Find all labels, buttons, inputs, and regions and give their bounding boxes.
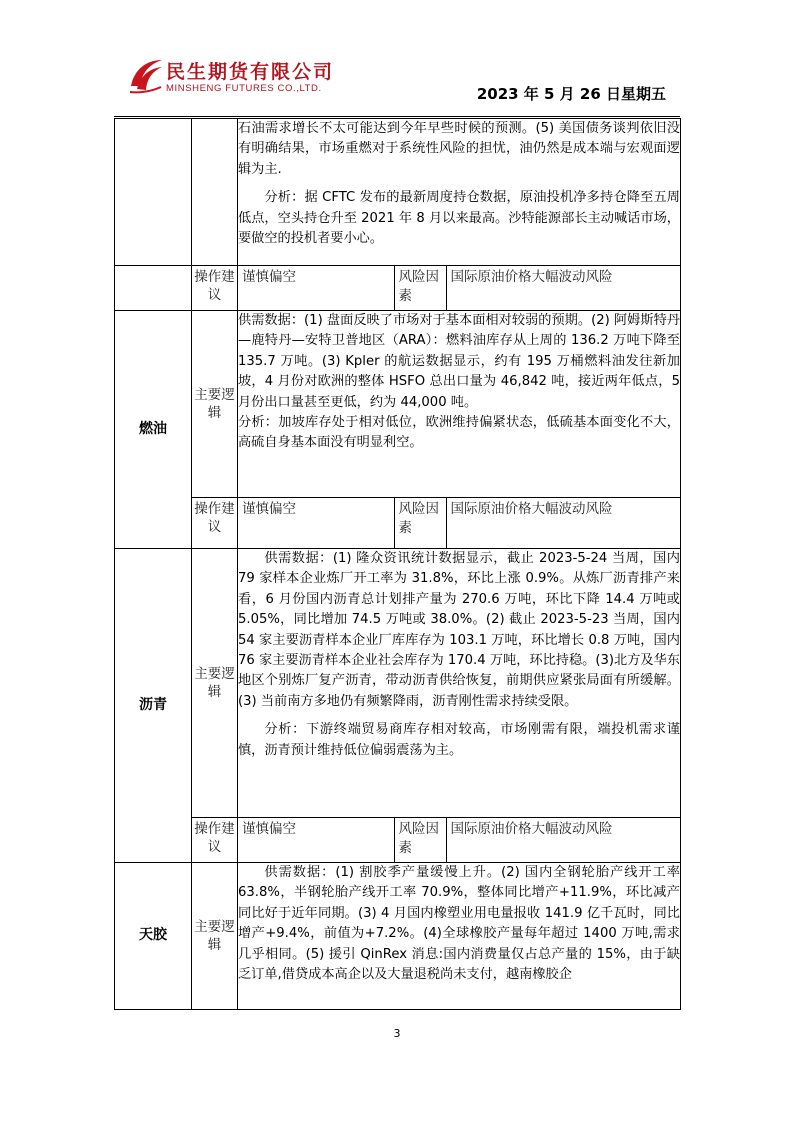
report-date: 2023 年 5 月 26 日星期五: [476, 85, 666, 103]
fuel-oil-risk-value: 国际原油价格大幅波动风险: [446, 498, 680, 548]
crude-logic-row: [115, 119, 681, 266]
crude-advice-row: [115, 266, 681, 311]
crude-advice-cell: [238, 266, 681, 311]
fuel-oil-logic-row: [115, 311, 681, 498]
asphalt-logic-content: [238, 549, 681, 818]
asphalt-analysis-text: 分析：下游终端贸易商库存相对较高，市场刚需有限，端投机需求谨慎，沥青预计维持低位偏弱震荡为主。: [238, 722, 680, 758]
logo-chinese-name: 民生期货有限公司: [166, 61, 335, 83]
asphalt-advice-cell: [238, 818, 681, 863]
rubber-logic-row: [115, 863, 681, 1010]
asphalt-product-name: 沥青: [115, 549, 192, 863]
logo-english-name: MINSHENG FUTURES CO.,LTD.: [166, 83, 322, 94]
asphalt-risk-value: 国际原油价格大幅波动风险: [446, 818, 680, 862]
asphalt-advice-label: 操作建议: [192, 818, 238, 863]
asphalt-logic-row: [115, 549, 681, 818]
header-divider: [114, 116, 680, 117]
fuel-oil-risk-label: 风险因素: [394, 498, 446, 548]
crude-logic-label-cell: [192, 119, 238, 266]
asphalt-advice-value: 谨慎偏空: [242, 821, 296, 837]
rubber-product-name: 天胶: [115, 863, 192, 1010]
crude-supply-text: 石油需求增长不太可能达到今年早些时候的预测。(5) 美国债务谈判依旧没有明确结果，市场重燃对于系统性风险的担忧，油仍然是成本端与宏观面逻辑为主.: [238, 121, 680, 177]
fuel-oil-logic-content: [238, 311, 681, 498]
asphalt-risk-label: 风险因素: [394, 818, 446, 862]
fuel-oil-logic-label: 主要逻辑: [192, 311, 238, 498]
asphalt-advice-row: [115, 818, 681, 863]
asphalt-supply-text: 供需数据：(1) 隆众资讯统计数据显示，截止 2023-5-24 当周，国内 79 家样本企业炼厂开工率为 31.8%，环比上涨 0.9%。从炼厂沥青排产来看，6 月份国内沥青总计划排产量为 270.6 万吨，环比下降 14.4 万吨或 5.05%，同比增加 74.5 万吨或 38.0%。(2) 截止 2023-5-23 当周，国内 54 家主要沥青样本企业厂库库存为 103.1 万吨，环比增长 0.8 万吨，国内 76 家主要沥青样本企业社会库存为 170.4 万吨，环比持稳。(3)北方及华东地区个别炼厂复产沥青，带动沥青供给恢复，前期供应紧张局面有所缓解。(3) 当前南方多地仍有频繁降雨，沥青刚性需求持续受限。: [238, 551, 680, 709]
fuel-oil-advice-cell: [238, 498, 681, 549]
crude-logic-content: [238, 119, 681, 266]
crude-analysis-text: 分析：据 CFTC 发布的最新周度持仓数据，原油投机净多持仓降至五周低点，空头持仓升至 2021 年 8 月以来最高。沙特能源部长主动喊话市场，要做空的投机者要小心。: [238, 190, 680, 247]
crude-product-cell-2: [115, 266, 192, 311]
company-logo: [128, 56, 368, 102]
crude-product-cell: [115, 119, 192, 266]
swoosh-logo-icon: [128, 56, 164, 96]
crude-advice-value: 谨慎偏空: [242, 269, 296, 285]
rubber-supply-text: 供需数据：(1) 割胶季产量缓慢上升。(2) 国内全钢轮胎产线开工率 63.8%，半钢轮胎产线开工率 70.9%，整体同比增产+11.9%，环比减产同比好于近年同期。(3) 4 月国内橡塑业用电量报收 141.9 亿千瓦时，同比增产+9.4%，前值为+7.2%。(4)全球橡胶产量每年超过 1400 万吨,需求几乎相同。(5) 援引 QinRex 消息:国内消费量仅占总产量的 15%，由于缺乏订单,借贷成本高企以及大量退税尚未支付，越南橡胶企: [238, 865, 680, 983]
fuel-oil-advice-row: [115, 498, 681, 549]
rubber-logic-label: 主要逻辑: [192, 863, 238, 1010]
commodity-table: [114, 118, 681, 1010]
fuel-oil-supply-text: 供需数据：(1) 盘面反映了市场对于基本面相对较弱的预期。(2) 阿姆斯特丹—鹿特丹—安特卫普地区（ARA）：燃料油库存从上周的 136.2 万吨下降至 135.7 万吨。(3) Kpler 的航运数据显示，约有 195 万桶燃料油发往新加坡，4 月份对欧洲的整体 HSFO 总出口量为 46,842 吨，接近两年低点，5 月份出口量甚至更低，约为 44,000 吨。: [238, 313, 680, 410]
fuel-oil-product-name: 燃油: [115, 311, 192, 549]
crude-advice-label: 操作建议: [192, 266, 238, 311]
crude-risk-value: 国际原油价格大幅波动风险: [446, 266, 680, 310]
fuel-oil-advice-label: 操作建议: [192, 498, 238, 549]
fuel-oil-advice-value: 谨慎偏空: [242, 501, 296, 517]
rubber-logic-content: [238, 863, 681, 1010]
fuel-oil-analysis-text: 分析：加坡库存处于相对低位，欧洲维持偏紧状态，低硫基本面变化不大，高硫自身基本面没有明显利空。: [238, 415, 680, 451]
page-number: 3: [393, 1027, 401, 1040]
crude-risk-label: 风险因素: [394, 266, 446, 310]
asphalt-logic-label: 主要逻辑: [192, 549, 238, 818]
